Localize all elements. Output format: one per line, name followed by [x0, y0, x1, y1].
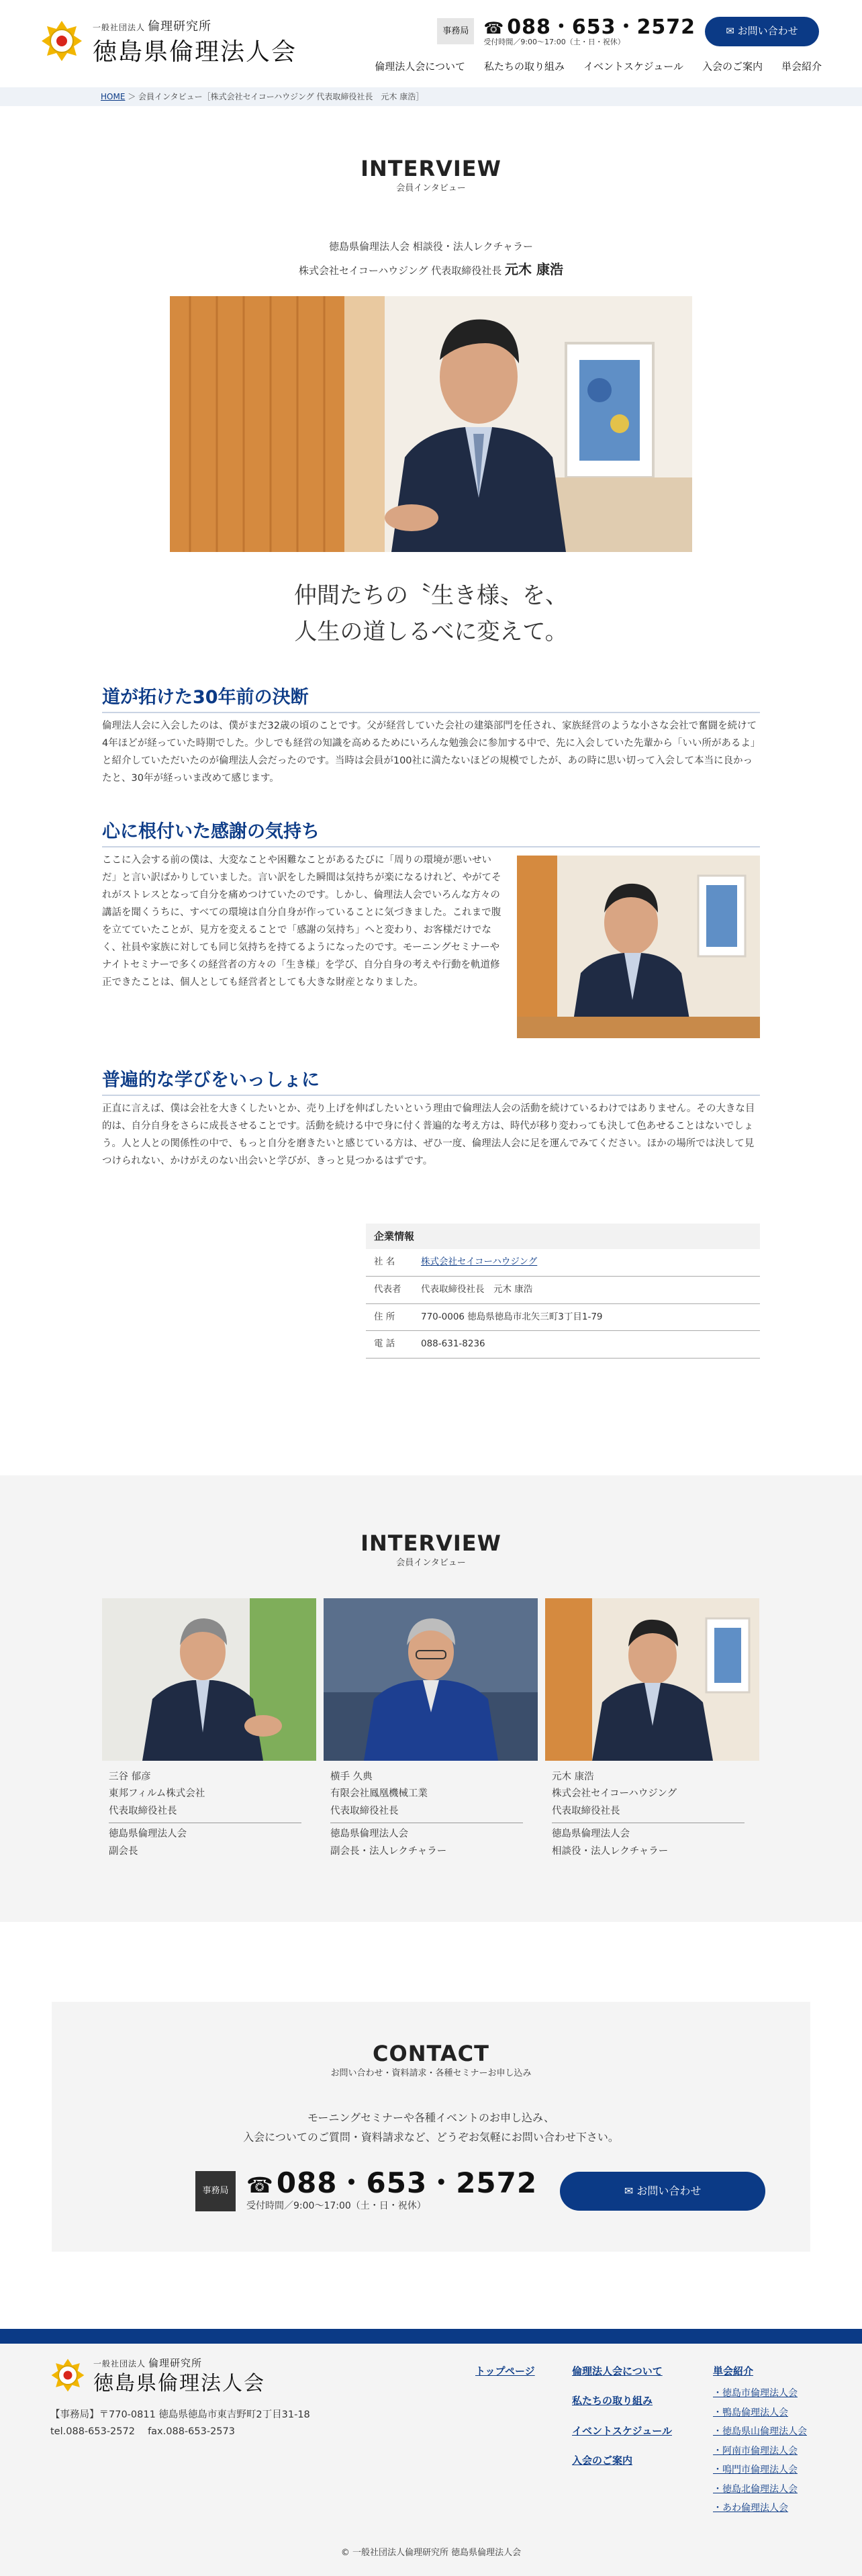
- phone-icon: ☎: [483, 19, 505, 38]
- card-role: 代表取締役社長: [552, 1805, 620, 1816]
- footer-branch-link[interactable]: ・徳島市倫理法人会: [713, 2388, 798, 2399]
- company-row: [366, 1304, 760, 1332]
- copyright: © 一般社団法人倫理研究所 徳島県倫理法人会: [340, 2548, 522, 2559]
- contact-tel[interactable]: [246, 2168, 537, 2198]
- main-nav: [375, 58, 822, 75]
- person-org-line2: 株式会社セイコーハウジング 代表取締役社長: [298, 264, 502, 277]
- article-section-3: [102, 1068, 760, 1170]
- footer-address: 【事務局】〒770-0811 徳島県徳島市東吉野町2丁目31-18: [50, 2409, 310, 2420]
- card-post: 副会長・法人レクチャラー: [330, 1845, 447, 1857]
- contact-hours: 受付時間／9:00～17:00（土・日・祝休）: [246, 2201, 426, 2212]
- logo-sub: 倫理研究所: [148, 19, 212, 34]
- footer-branch-link[interactable]: ・鴨島倫理法人会: [713, 2407, 788, 2418]
- company-key: 電 話: [374, 1338, 395, 1350]
- header-contact-label: お問い合わせ: [737, 25, 798, 38]
- interview-list-title-en: INTERVIEW: [361, 1530, 501, 1556]
- article-section-1: [102, 685, 760, 787]
- footer-branch-link[interactable]: ・鳴門市倫理法人会: [713, 2465, 798, 2476]
- card-company: 有限会社鳳凰機械工業: [330, 1788, 428, 1800]
- mail-icon: ✉: [726, 25, 738, 38]
- contact-title-jp: お問い合わせ・資料請求・各種セミナーお申し込み: [330, 2068, 532, 2079]
- contact-lead: [52, 2109, 810, 2148]
- header-tel-number: 088・653・2572: [507, 15, 696, 39]
- company-row: [366, 1249, 760, 1277]
- company-row: [366, 1277, 760, 1304]
- interview-card[interactable]: [102, 1598, 316, 1860]
- site-footer: [0, 2329, 862, 2576]
- header-hours: 受付時間／9:00～17:00（土・日・祝休）: [483, 38, 625, 46]
- office-label: 事務局: [437, 18, 474, 45]
- person-info: [0, 237, 862, 282]
- section-heading: 心に根付いた感謝の気持ち: [102, 819, 760, 847]
- section-text: ここに入会する前の僕は、大変なことや困難なことがあるたびに「周りの環境が悪いせいだ」と言い訳ばかりしていました。言い訳をした瞬間は気持ちが楽になるけれど、やがてそれがストレスとなって自分を痛めつけていたのです。しかし、倫理法人会でいろんな方々の講話を聞くうちに、すべての環境は自分自身が作っていることに気づきました。これまで腹を立てていたことが、見方を変えることで「感謝の気持ち」へと変わり、お客様だけでなく、社員や家族に対しても同じ気持ちを持てるようになったのです。モーニングセミナーやナイトセミナーで多くの経営者の方々の「生き様」を学び、自分自身の考えや行動を軌道修正できたことは、個人としても経営者としても大きな財産となりました。: [102, 854, 501, 988]
- contact-office-label: 事務局: [195, 2171, 236, 2211]
- interview-list-title-jp: 会員インタビュー: [396, 1558, 466, 1569]
- footer-logo-sub-small: 一般社団法人: [93, 2359, 146, 2368]
- logo-sub-small: 一般社団法人: [93, 23, 146, 32]
- breadcrumb-bar: [0, 87, 862, 106]
- footer-branch-link[interactable]: ・あわ倫理法人会: [713, 2503, 788, 2514]
- breadcrumb-current: 会員インタビュー［株式会社セイコーハウジング 代表取締役社長 元木 康浩］: [138, 92, 424, 101]
- contact-title: [52, 2041, 810, 2082]
- card-name: 三谷 郁彦: [109, 1772, 151, 1782]
- interview-title: [0, 156, 862, 197]
- side-photo: [517, 856, 760, 1038]
- card-role: 代表取締役社長: [330, 1805, 399, 1816]
- footer-link-events[interactable]: イベントスケジュール: [572, 2424, 672, 2437]
- side-photo-image: [517, 856, 760, 1038]
- section-heading: 道が拓けた30年前の決断: [102, 685, 760, 713]
- contact-lead-line2: 入会についてのご質問・資料請求など、どうぞお気軽にお問い合わせ下さい。: [243, 2130, 619, 2144]
- nav-item-about[interactable]: 倫理法人会について: [375, 60, 465, 73]
- section-text: 正直に言えば、僕は会社を大きくしたいとか、売り上げを伸ばしたいという理由で倫理法人会の活動を続けているわけではありません。その大きな目的は、自分自身をさらに成長させることです。活動を続ける中で身に付く普遍的な考え方は、時代が移り変わっても決して色あせることはないでしょう。人と人との関係性の中で、もっと自分を磨きたいと感じている方は、ぜひ一度、倫理法人会に足を運んでみてください。ほかの場所では決して見つけられない、かけがえのない出会いと学びが、きっと見つかるはずです。: [102, 1103, 755, 1167]
- interview-intro: [0, 156, 862, 282]
- card-post: 相談役・法人レクチャラー: [552, 1845, 669, 1857]
- company-info-title: 企業情報: [366, 1224, 760, 1249]
- card-photo-image: [324, 1598, 538, 1761]
- breadcrumb: [101, 87, 862, 106]
- company-name-link[interactable]: 株式会社セイコーハウジング: [421, 1256, 538, 1268]
- contact-tel-number: 088・653・2572: [276, 2166, 538, 2199]
- footer-link-about[interactable]: 倫理法人会について: [572, 2365, 663, 2377]
- interview-list-section: [0, 1475, 862, 1922]
- footer-branch-link[interactable]: ・徳島県山倫理法人会: [713, 2426, 807, 2438]
- catchphrase: [0, 578, 862, 651]
- interview-title-en: INTERVIEW: [361, 156, 501, 181]
- contact-button-label: お問い合わせ: [636, 2184, 702, 2198]
- contact-lead-line1: モーニングセミナーや各種イベントのお申し込み、: [307, 2111, 555, 2125]
- card-org: 徳島県倫理法人会: [330, 1829, 408, 1840]
- card-company: 東邦フィルム株式会社: [109, 1788, 205, 1800]
- article-section-2: [102, 819, 760, 1034]
- card-role: 代表取締役社長: [109, 1805, 177, 1816]
- card-photo: [102, 1598, 316, 1761]
- card-org: 徳島県倫理法人会: [552, 1829, 630, 1840]
- site-header: [0, 0, 862, 87]
- footer-branch-link[interactable]: ・阿南市倫理法人会: [713, 2445, 798, 2456]
- card-org: 徳島県倫理法人会: [109, 1829, 187, 1840]
- person-name: 元木 康浩: [505, 261, 564, 277]
- company-value: 088-631-8236: [421, 1338, 485, 1350]
- footer-link-top[interactable]: トップページ: [475, 2365, 535, 2377]
- contact-button[interactable]: [560, 2172, 765, 2211]
- mail-icon: ✉: [624, 2184, 637, 2198]
- catch-line2: 人生の道しるべに変えて。: [294, 618, 568, 646]
- footer-link-join[interactable]: 入会のご案内: [572, 2454, 633, 2467]
- nav-item-events[interactable]: イベントスケジュール: [583, 60, 683, 73]
- footer-telfax: tel.088-653-2572 fax.088-653-2573: [50, 2426, 235, 2438]
- company-value: 770-0006 徳島県徳島市北矢三町3丁目1-79: [421, 1311, 603, 1322]
- contact-actions: [195, 2168, 765, 2215]
- nav-item-branches[interactable]: 単会紹介: [781, 60, 822, 73]
- nav-item-activities[interactable]: 私たちの取り組み: [484, 60, 565, 73]
- footer-link-activities[interactable]: 私たちの取り組み: [572, 2395, 653, 2407]
- emblem-icon: [50, 2358, 85, 2393]
- footer-logo[interactable]: [50, 2354, 265, 2396]
- card-name: 横手 久典: [330, 1772, 373, 1782]
- footer-address-block: [50, 2407, 310, 2441]
- company-key: 社 名: [374, 1256, 395, 1268]
- person-org-line1: 徳島県倫理法人会 相談役・法人レクチャラー: [328, 240, 534, 253]
- header-contact: [437, 16, 819, 46]
- section-heading: 普遍的な学びをいっしょに: [102, 1068, 760, 1096]
- card-company: 株式会社セイコーハウジング: [552, 1788, 677, 1800]
- footer-col-main: [572, 2362, 672, 2481]
- interview-card[interactable]: [545, 1598, 759, 1860]
- card-post: 副会長: [109, 1845, 138, 1857]
- footer-col-top: [475, 2362, 535, 2392]
- card-name: 元木 康浩: [552, 1772, 594, 1782]
- header-contact-button[interactable]: [705, 17, 819, 46]
- header-tel[interactable]: [483, 16, 696, 38]
- footer-col-branches: [713, 2362, 807, 2520]
- card-photo-image: [102, 1598, 316, 1761]
- company-info: [366, 1224, 760, 1359]
- footer-logo-sub: 倫理研究所: [148, 2357, 203, 2369]
- breadcrumb-separator: ＞: [125, 92, 139, 101]
- section-text: 倫理法人会に入会したのは、僕がまだ32歳の頃のことです。父が経営していた会社の建築部門を任され、家族経営のような小さな会社で奮闘を続けて4年ほどが経っていた時期でした。少しでも経営の知識を高めるためにいろんな勉強会に参加する中で、先に入会していた先輩から「いい所があるよ」と紹介していただいたのが倫理法人会だったのです。当時は会員が100社に満たないほどの規模でしたが、あの時に思い切って入会して本当に良かったと、30年が経っいま改めて感じます。: [102, 720, 757, 784]
- contact-section: [52, 2002, 810, 2252]
- card-photo-image: [545, 1598, 759, 1761]
- interview-list-title: [0, 1530, 862, 1571]
- breadcrumb-home[interactable]: HOME: [101, 92, 126, 101]
- hero-photo: [170, 296, 692, 552]
- nav-item-join[interactable]: 入会のご案内: [702, 60, 763, 73]
- emblem-icon: [40, 19, 83, 62]
- site-logo[interactable]: [40, 16, 297, 66]
- company-row: [366, 1331, 760, 1359]
- footer-branch-link[interactable]: ・徳島北倫理法人会: [713, 2483, 798, 2495]
- card-photo: [324, 1598, 538, 1761]
- footer-logo-main: 徳島県倫理法人会: [93, 2372, 265, 2396]
- company-key: 代表者: [374, 1283, 401, 1295]
- card-photo: [545, 1598, 759, 1761]
- interview-photo-image: [170, 296, 692, 552]
- interview-title-jp: 会員インタビュー: [396, 183, 466, 194]
- contact-title-en: CONTACT: [373, 2041, 489, 2066]
- company-value: 代表取締役社長 元木 康浩: [421, 1283, 533, 1295]
- interview-cards: [102, 1598, 760, 1860]
- footer-link-branches[interactable]: 単会紹介: [713, 2365, 754, 2377]
- logo-main: 徳島県倫理法人会: [93, 38, 297, 66]
- phone-icon: ☎: [246, 2172, 274, 2198]
- interview-card[interactable]: [324, 1598, 538, 1860]
- catch-line1: 仲間たちの〝生き様〟を、: [294, 582, 568, 609]
- company-key: 住 所: [374, 1311, 395, 1322]
